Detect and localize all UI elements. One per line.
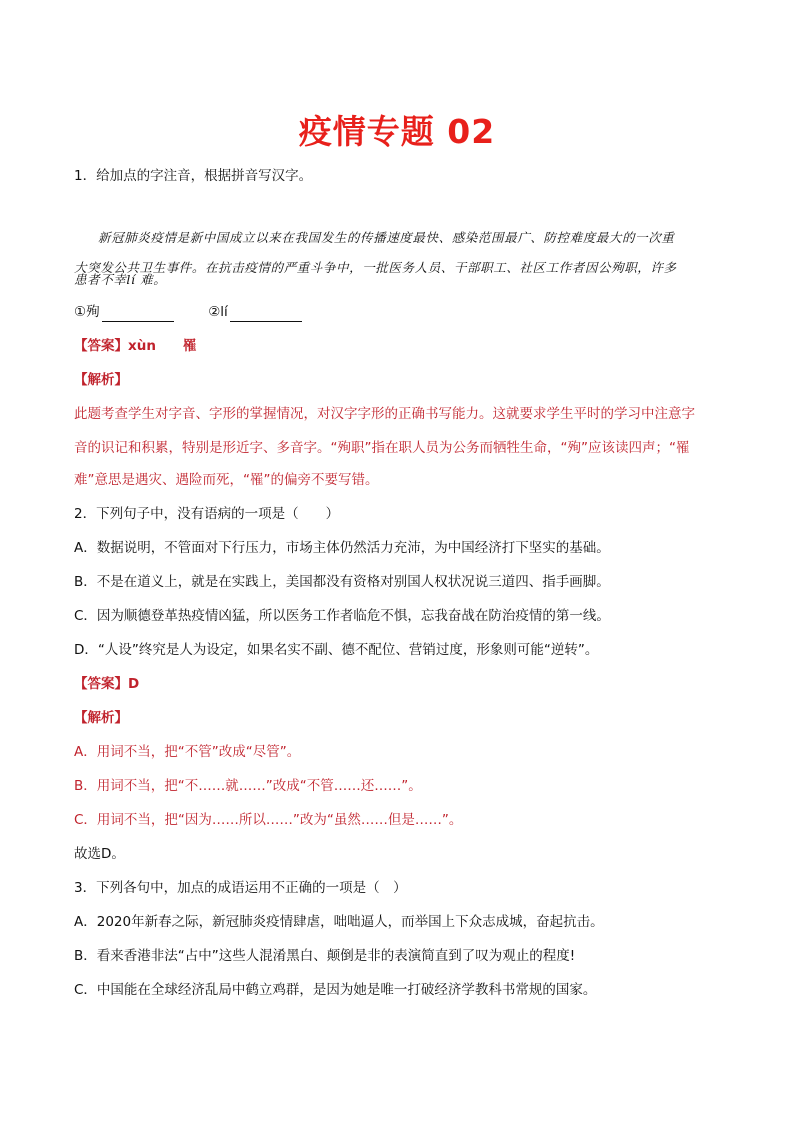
q1-analysis-line-1: 此题考查学生对字音、字形的掌握情况，对汉字字形的正确书写能力。这就要求学生平时的学习中注意字 [74,406,695,422]
q1-passage-line-3: 患者不幸lí 难。 [74,272,167,287]
q2-answer: 【答案】D [74,676,140,692]
q2-analysis-c: C．用词不当，把“因为……所以……”改为“虽然……但是……”。 [74,812,463,828]
q1-blank2-line[interactable] [230,307,302,322]
q3-option-b: B．看来香港非法“占中”这些人混淆黑白、颠倒是非的表演简直到了叹为观止的程度! [74,948,576,964]
q1-blank1-line[interactable] [102,307,174,322]
q3-option-a: A．2020年新春之际，新冠肺炎疫情肆虐，咄咄逼人，而举国上下众志成城，奋起抗击。 [74,914,604,930]
q1-passage-line-1: 新冠肺炎疫情是新中国成立以来在我国发生的传播速度最快、感染范围最广、防控难度最大的一次重 [98,230,675,245]
q2-option-d: D．“人设”终究是人为设定，如果名实不副、德不配位、营销过度，形象则可能“逆转”。 [74,642,599,658]
q2-stem: 2．下列句子中，没有语病的一项是（ ） [74,506,340,522]
q1-analysis-line-2: 音的识记和积累，特别是形近字、多音字。“殉职”指在职人员为公务而牺牲生命，“殉”应该读四声；“罹 [74,440,690,456]
q1-blank1-label: ①殉 [74,304,100,320]
q2-conclusion: 故选D。 [74,846,125,862]
q2-analysis-a: A．用词不当，把“不管”改成“尽管”。 [74,744,301,760]
q2-option-c: C．因为顺德登革热疫情凶猛，所以医务工作者临危不惧，忘我奋战在防治疫情的第一线。 [74,608,610,624]
page-title: 疫情专题 02 [298,112,496,151]
q3-stem: 3．下列各句中，加点的成语运用不正确的一项是（ ） [74,880,407,896]
q3-option-c: C．中国能在全球经济乱局中鹤立鸡群，是因为她是唯一打破经济学教科书常规的国家。 [74,982,597,998]
q1-stem: 1．给加点的字注音，根据拼音写汉字。 [74,168,313,184]
q1-analysis-label: 【解析】 [74,372,128,388]
q1-analysis-line-3: 难”意思是遇灾、遇险而死，“罹”的偏旁不要写错。 [74,472,379,488]
q2-option-b: B．不是在道义上，就是在实践上，美国都没有资格对别国人权状况说三道四、指手画脚。 [74,574,610,590]
q2-analysis-b: B．用词不当，把“不……就……”改成“不管……还……”。 [74,778,422,794]
q2-analysis-label: 【解析】 [74,710,128,726]
q1-blank2-label: ②lí [208,304,228,320]
q1-answer: 【答案】xùn 罹 [74,338,197,354]
q1-blanks [74,302,302,322]
q2-option-a: A．数据说明，不管面对下行压力，市场主体仍然活力充沛，为中国经济打下坚实的基础。 [74,540,610,556]
q1-passage-line-2: 大突发公共卫生事件。在抗击疫情的严重斗争中，一批医务人员、干部职工、社区工作者因公殉职，许多 [74,260,677,275]
